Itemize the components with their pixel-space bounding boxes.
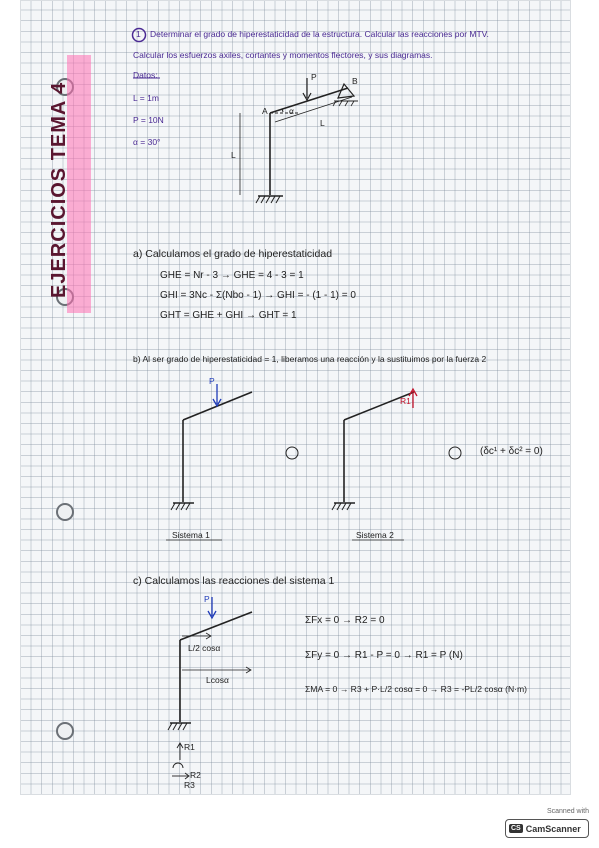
part-b-equation: (δc¹ + δc² = 0) bbox=[480, 446, 543, 457]
fig1-label-L-beam: L bbox=[320, 118, 325, 128]
part-c-label-P: P bbox=[204, 594, 210, 604]
part-c-heading: c) Calculamos las reacciones del sistema 1 bbox=[133, 575, 335, 587]
figure-system-1 bbox=[171, 384, 252, 510]
statement-line-1: Determinar el grado de hiperestaticidad de la estructura. Calcular las reacciones por MTV. bbox=[150, 29, 489, 39]
figure-system-2 bbox=[332, 389, 417, 510]
part-b-label-R1: R1 bbox=[400, 396, 411, 406]
badge-brand: CamScanner bbox=[525, 823, 581, 834]
given-label: Datos: bbox=[133, 70, 158, 80]
caption-system-1: Sistema 1 bbox=[172, 530, 210, 540]
camscanner-logo-icon: CS bbox=[511, 825, 521, 832]
part-c-label-lcos: Lcosα bbox=[206, 675, 229, 685]
part-b-label-P: P bbox=[209, 376, 215, 386]
camscanner-badge bbox=[505, 808, 589, 840]
reaction-label-R1: R1 bbox=[184, 742, 195, 752]
plus-circle-2 bbox=[449, 447, 461, 459]
page-side-title: EJERCICIOS TEMA 4 bbox=[48, 81, 70, 298]
part-a-heading: a) Calculamos el grado de hiperestaticidad bbox=[133, 248, 333, 260]
given-L: L = 1m bbox=[133, 93, 159, 103]
statement-line-2: Calcular los esfuerzos axiles, cortantes y momentos flectores, y sus diagramas. bbox=[133, 50, 433, 60]
part-a-line-3: GHT = GHE + GHI → GHT = 1 bbox=[160, 310, 297, 321]
figure-1 bbox=[240, 78, 358, 203]
caption-system-2: Sistema 2 bbox=[356, 530, 394, 540]
part-a-line-2: GHI = 3Nc - Σ(Nbo - 1) → GHI = - (1 - 1) = 0 bbox=[160, 290, 356, 301]
fixed-hatch-1 bbox=[256, 196, 280, 203]
part-c-eq-2: ΣFy = 0 → R1 - P = 0 → R1 = P (N) bbox=[305, 650, 463, 661]
reaction-label-R2: R2 bbox=[190, 770, 201, 780]
given-P: P = 10N bbox=[133, 115, 164, 125]
fig1-label-A: A bbox=[262, 106, 268, 116]
part-b-heading: b) Al ser grado de hiperestaticidad = 1, liberamos una reacción y la sustituimos por la fuerza 2 bbox=[133, 354, 487, 364]
part-c-eq-3: ΣMA = 0 → R3 + P·L/2 cosα = 0 → R3 = -PL/2 cosα (N·m) bbox=[305, 684, 528, 694]
pin-support-B bbox=[338, 84, 354, 98]
fig1-label-B: B bbox=[352, 76, 358, 86]
badge-caption: Scanned with bbox=[546, 808, 589, 815]
part-c-label-half-cos: L/2 cosα bbox=[188, 643, 221, 653]
exercise-number: 1 bbox=[136, 29, 141, 39]
badge-brand-box bbox=[505, 819, 589, 838]
figure-part-c bbox=[168, 597, 252, 779]
fig1-label-P: P bbox=[311, 72, 317, 82]
part-c-eq-1: ΣFx = 0 → R2 = 0 bbox=[305, 615, 385, 626]
fig1-label-alpha: α bbox=[289, 106, 294, 116]
part-a-line-1: GHE = Nr - 3 → GHE = 4 - 3 = 1 bbox=[160, 270, 304, 281]
fig1-label-L-col: L bbox=[231, 150, 236, 160]
given-alpha: α = 30° bbox=[133, 137, 161, 147]
plus-circle-1 bbox=[286, 447, 298, 459]
reaction-label-R3: R3 bbox=[184, 780, 195, 790]
